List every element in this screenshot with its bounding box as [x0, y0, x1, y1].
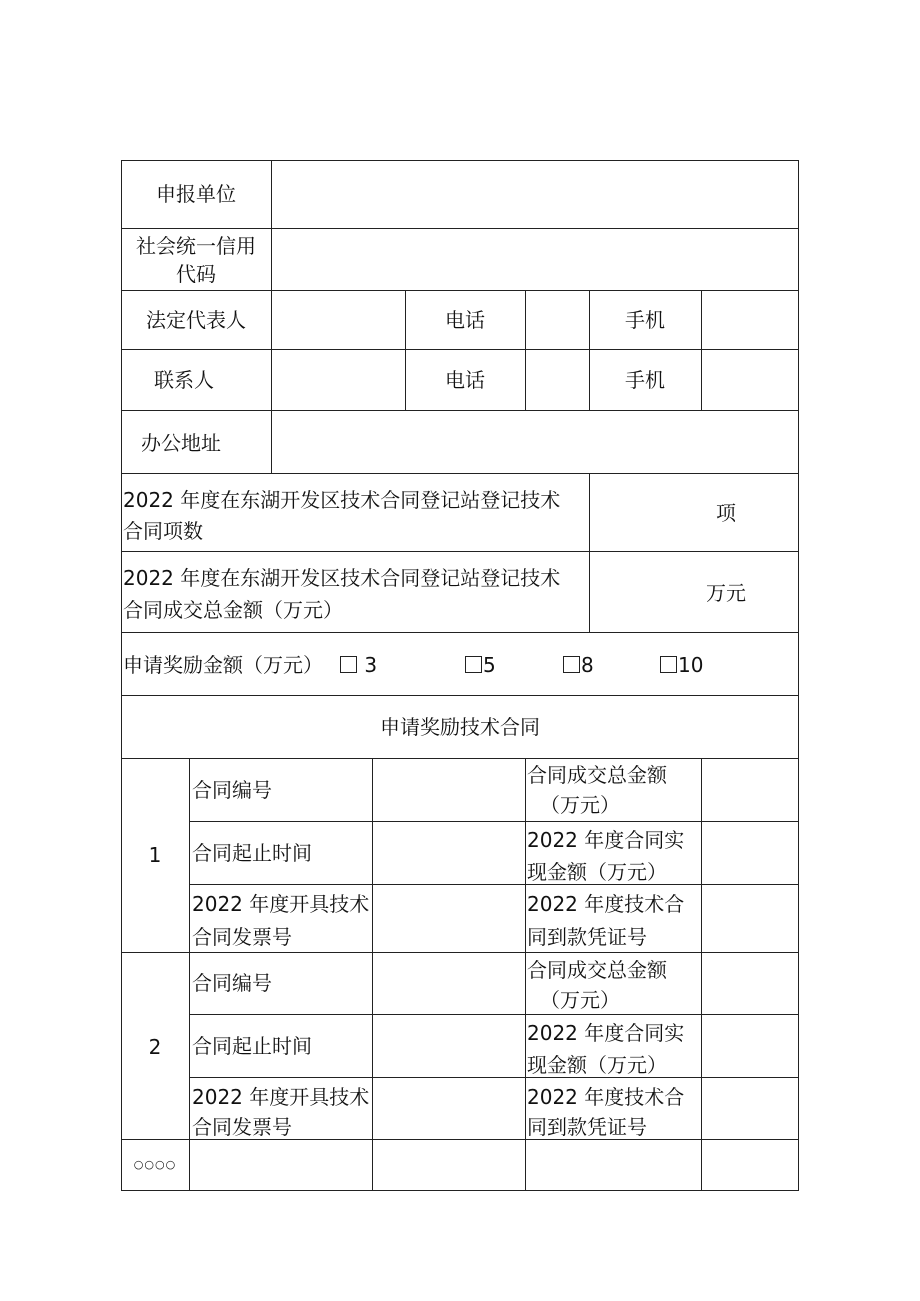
- contact-mobile-field[interactable]: [703, 351, 797, 409]
- contract-amount-label: 2022 年度在东湖开发区技术合同登记站登记技术: [123, 566, 561, 590]
- table-rule: [525, 290, 526, 410]
- credit-code-label-cont: 代码: [176, 262, 216, 286]
- reward-option-3[interactable]: 3: [340, 650, 377, 680]
- applicant-unit-label: 申报单位: [156, 182, 236, 206]
- period-label: 合同起止时间: [192, 1034, 312, 1058]
- contract-no-label: 合同编号: [192, 971, 272, 995]
- payment-label-cont: 同到款凭证号: [527, 1115, 647, 1139]
- table-rule: [121, 632, 799, 633]
- realized-amount-field[interactable]: [703, 823, 797, 883]
- table-rule: [121, 551, 799, 552]
- payment-label-cont: 同到款凭证号: [527, 925, 647, 949]
- legal-rep-phone-field[interactable]: [527, 292, 588, 348]
- reward-option-10[interactable]: 10: [660, 650, 703, 680]
- invoice-label: 2022 年度开具技术: [192, 892, 370, 916]
- payment-field[interactable]: [703, 1079, 797, 1138]
- table-rule: [121, 349, 799, 350]
- contract-count-label-cont: 合同项数: [123, 519, 203, 543]
- period-field[interactable]: [374, 1016, 524, 1076]
- table-rule: [189, 1077, 799, 1078]
- table-rule: [121, 160, 122, 1191]
- period-field[interactable]: [374, 823, 524, 883]
- table-rule: [405, 290, 406, 410]
- contact-phone-field[interactable]: [527, 351, 588, 409]
- credit-code-field[interactable]: [273, 230, 797, 289]
- invoice-label-cont: 合同发票号: [192, 1115, 292, 1139]
- table-rule: [189, 758, 190, 1190]
- section-title: 申请奖励技术合同: [380, 715, 540, 739]
- table-rule: [701, 758, 702, 1190]
- invoice-label: 2022 年度开具技术: [192, 1085, 370, 1109]
- table-rule: [589, 473, 590, 632]
- reward-amount-label: 申请奖励金额（万元）: [123, 653, 323, 677]
- contract-amount-unit: 万元: [706, 581, 746, 605]
- table-rule: [121, 228, 799, 229]
- legal-rep-phone-label: 电话: [445, 308, 485, 332]
- checkbox-icon: [563, 656, 580, 673]
- invoice-label-cont: 合同发票号: [192, 925, 292, 949]
- legal-rep-field[interactable]: [273, 292, 404, 348]
- legal-rep-mobile-field[interactable]: [703, 292, 797, 348]
- realized-amount-label-cont: 现金额（万元）: [527, 1053, 667, 1077]
- contact-phone-label: 电话: [445, 368, 485, 392]
- table-rule: [701, 290, 702, 410]
- contract-no-field[interactable]: [374, 954, 524, 1013]
- contract-count-unit: 项: [716, 501, 736, 525]
- legal-rep-mobile-label: 手机: [625, 308, 665, 332]
- table-rule: [189, 821, 799, 822]
- table-rule: [121, 290, 799, 291]
- realized-amount-label-cont: 现金额（万元）: [527, 860, 667, 884]
- payment-label: 2022 年度技术合: [527, 1085, 685, 1109]
- payment-label: 2022 年度技术合: [527, 892, 685, 916]
- contract-index: 1: [148, 843, 162, 867]
- office-address-field[interactable]: [273, 412, 797, 472]
- period-label: 合同起止时间: [192, 841, 312, 865]
- total-amount-label-cont: （万元）: [540, 988, 620, 1012]
- total-amount-label: 合同成交总金额: [527, 958, 667, 982]
- checkbox-icon: [660, 656, 677, 673]
- table-rule: [121, 160, 799, 161]
- invoice-field[interactable]: [374, 1079, 524, 1138]
- table-rule: [589, 290, 590, 410]
- checkbox-icon: [340, 656, 357, 673]
- table-rule: [525, 758, 526, 1190]
- total-amount-field[interactable]: [703, 760, 797, 820]
- table-rule: [372, 758, 373, 1190]
- contact-field[interactable]: [273, 351, 404, 409]
- table-rule: [121, 410, 799, 411]
- invoice-field[interactable]: [374, 886, 524, 951]
- table-rule: [189, 884, 799, 885]
- table-rule: [121, 952, 799, 953]
- contract-no-label: 合同编号: [192, 778, 272, 802]
- contract-count-label: 2022 年度在东湖开发区技术合同登记站登记技术: [123, 488, 561, 512]
- realized-amount-field[interactable]: [703, 1016, 797, 1076]
- contract-no-field[interactable]: [374, 760, 524, 820]
- total-amount-label-cont: （万元）: [540, 793, 620, 817]
- realized-amount-label: 2022 年度合同实: [527, 828, 685, 852]
- reward-option-5[interactable]: 5: [465, 650, 496, 680]
- total-amount-label: 合同成交总金额: [527, 763, 667, 787]
- reward-option-8[interactable]: 8: [563, 650, 594, 680]
- contact-label: 联系人: [154, 368, 214, 392]
- contact-mobile-label: 手机: [625, 368, 665, 392]
- contract-index: 2: [148, 1035, 162, 1059]
- contract-amount-label-cont: 合同成交总金额（万元）: [123, 598, 343, 622]
- table-rule: [271, 160, 272, 473]
- credit-code-label: 社会统一信用: [136, 234, 256, 258]
- table-rule: [189, 1014, 799, 1015]
- checkbox-icon: [465, 656, 482, 673]
- table-rule: [121, 473, 799, 474]
- legal-rep-label: 法定代表人: [146, 308, 246, 332]
- table-rule: [121, 758, 799, 759]
- more-rows-marker: ○○○○: [133, 1158, 177, 1171]
- payment-field[interactable]: [703, 886, 797, 951]
- realized-amount-label: 2022 年度合同实: [527, 1021, 685, 1045]
- table-rule: [798, 160, 799, 1191]
- applicant-unit-field[interactable]: [273, 162, 797, 227]
- office-address-label: 办公地址: [141, 431, 221, 455]
- total-amount-field[interactable]: [703, 954, 797, 1013]
- table-rule: [121, 1190, 799, 1191]
- table-rule: [121, 695, 799, 696]
